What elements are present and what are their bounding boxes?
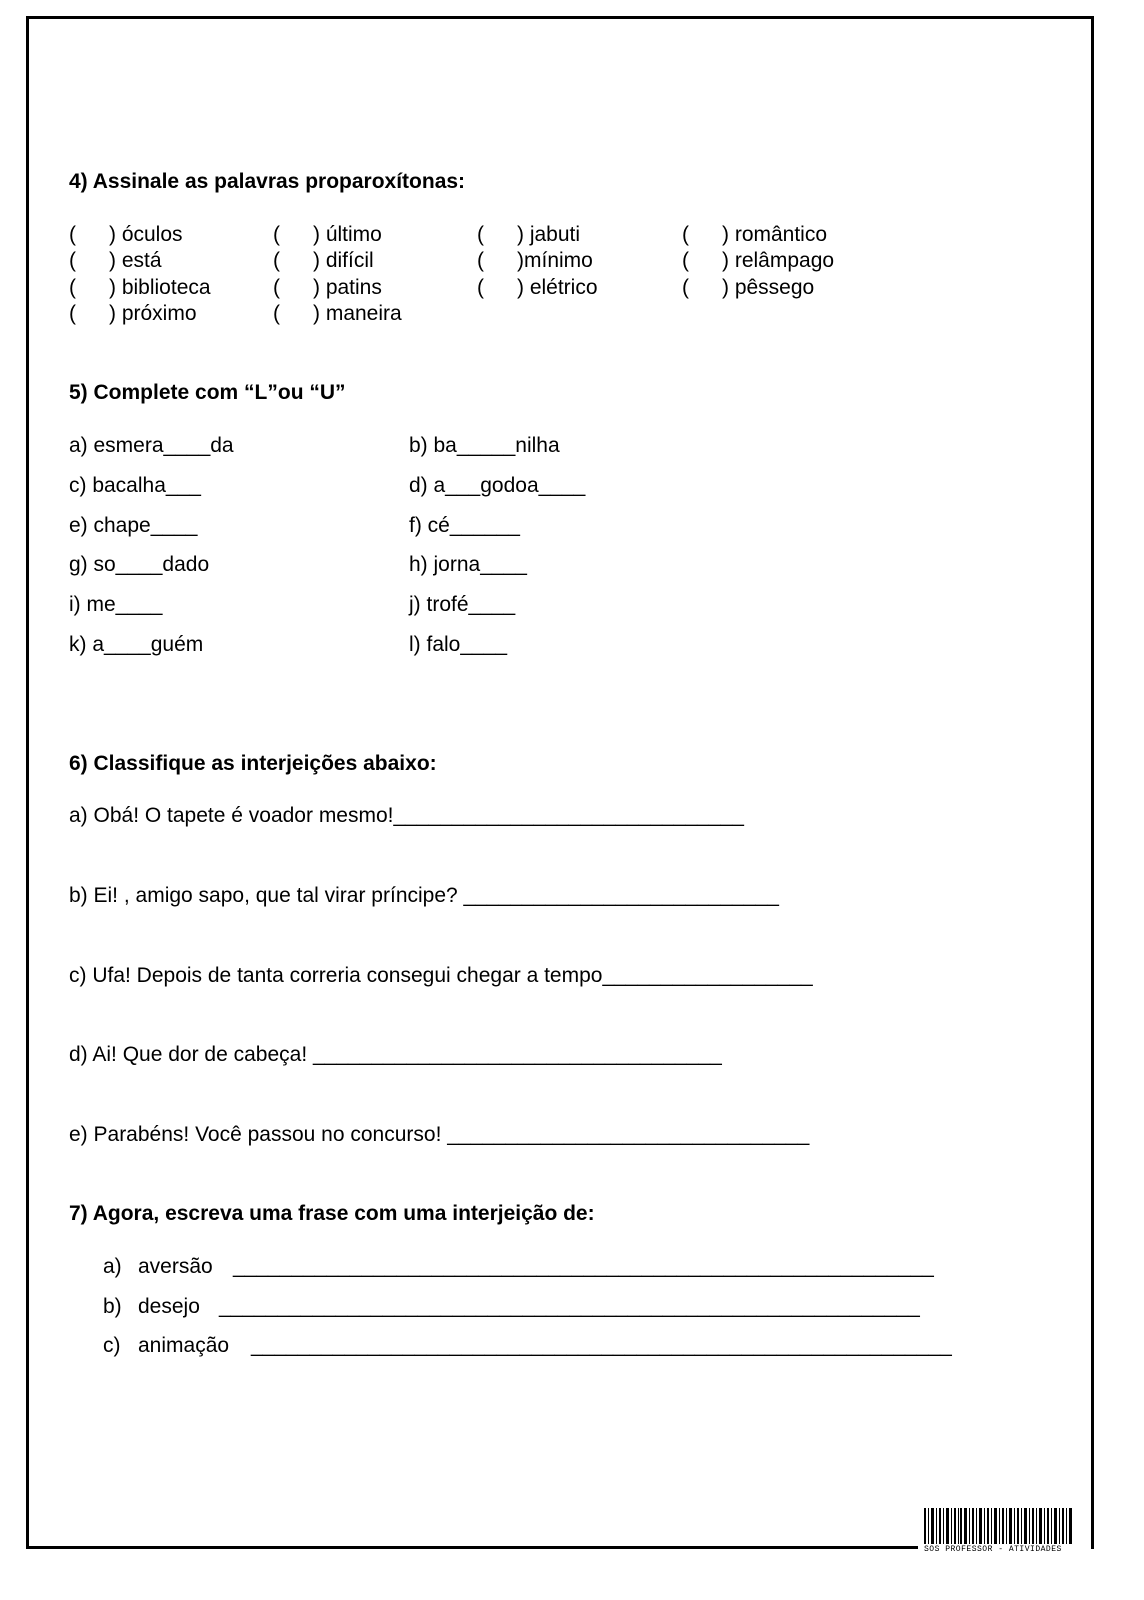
q4-option[interactable]: ( (273, 276, 280, 299)
q4-option-label: ) difícil (313, 249, 374, 272)
q5-item[interactable]: c) bacalha___ (69, 474, 201, 497)
q5-item[interactable]: e) chape____ (69, 514, 198, 537)
q7-item-word: aversão (138, 1255, 213, 1278)
q4-option[interactable]: ( (477, 249, 484, 272)
q4-option-label: ) está (109, 249, 162, 272)
q5-item[interactable]: a) esmera____da (69, 434, 234, 457)
q7-answer-line[interactable]: ____________________________________________________________ (233, 1255, 934, 1278)
q4-option[interactable]: ( (477, 276, 484, 299)
q6-item[interactable]: a) Obá! O tapete é voador mesmo!______________________________ (69, 804, 744, 827)
question-4-title: 4) Assinale as palavras proparoxítonas: (69, 170, 466, 193)
q5-item[interactable]: d) a___godoa____ (409, 474, 586, 497)
q4-option-label: ) patins (313, 276, 382, 299)
q4-option-label: ) jabuti (517, 223, 581, 246)
q5-item[interactable]: h) jorna____ (409, 553, 527, 576)
q5-item[interactable]: b) ba_____nilha (409, 434, 560, 457)
q4-option[interactable]: ( (69, 249, 76, 272)
q4-option[interactable]: ( (273, 249, 280, 272)
question-5-title: 5) Complete com “L”ou “U” (69, 381, 346, 404)
q7-item-letter: c) (103, 1334, 121, 1357)
q4-option[interactable]: ( (682, 249, 689, 272)
q5-item[interactable]: f) cé______ (409, 514, 520, 537)
q4-option[interactable]: ( (273, 223, 280, 246)
q4-option-label: ) biblioteca (109, 276, 211, 299)
q7-answer-line[interactable]: ____________________________________________________________ (219, 1295, 920, 1318)
q5-item[interactable]: l) falo____ (409, 633, 508, 656)
q7-item-word: desejo (138, 1295, 200, 1318)
q4-option[interactable]: ( (477, 223, 484, 246)
q7-answer-line[interactable]: ____________________________________________________________ (251, 1334, 952, 1357)
q6-item[interactable]: c) Ufa! Depois de tanta correria consegui chegar a tempo__________________ (69, 964, 813, 987)
barcode-icon (924, 1508, 1072, 1544)
q5-item[interactable]: j) trofé____ (409, 593, 516, 616)
q4-option[interactable]: ( (69, 223, 76, 246)
q6-item[interactable]: b) Ei! , amigo sapo, que tal virar príncipe? ___________________________ (69, 884, 779, 907)
q4-option-label: ) relâmpago (722, 249, 835, 272)
page-border-bottom (26, 1546, 918, 1549)
q4-option-label: ) pêssego (722, 276, 815, 299)
q7-item-letter: a) (103, 1255, 122, 1278)
q4-option[interactable]: ( (69, 302, 76, 325)
q5-item[interactable]: k) a____guém (69, 633, 204, 656)
q5-item[interactable]: g) so____dado (69, 553, 210, 576)
q4-option-label: ) maneira (313, 302, 402, 325)
barcode-caption: SOS PROFESSOR - ATIVIDADES (924, 1545, 1062, 1554)
q4-option-label: ) romântico (722, 223, 828, 246)
q4-option-label: ) próximo (109, 302, 197, 325)
question-7-title: 7) Agora, escreva uma frase com uma interjeição de: (69, 1202, 595, 1225)
q4-option[interactable]: ( (682, 276, 689, 299)
q4-option[interactable]: ( (69, 276, 76, 299)
q6-item[interactable]: d) Ai! Que dor de cabeça! ___________________________________ (69, 1043, 722, 1066)
q4-option-label: ) último (313, 223, 382, 246)
question-6-title: 6) Classifique as interjeições abaixo: (69, 752, 437, 775)
q4-option-label: )mínimo (517, 249, 593, 272)
q4-option[interactable]: ( (273, 302, 280, 325)
q7-item-letter: b) (103, 1295, 122, 1318)
q7-item-word: animação (138, 1334, 230, 1357)
q6-item[interactable]: e) Parabéns! Você passou no concurso! _______________________________ (69, 1123, 810, 1146)
q4-option-label: ) elétrico (517, 276, 598, 299)
q5-item[interactable]: i) me____ (69, 593, 163, 616)
q4-option[interactable]: ( (682, 223, 689, 246)
q4-option-label: ) óculos (109, 223, 183, 246)
